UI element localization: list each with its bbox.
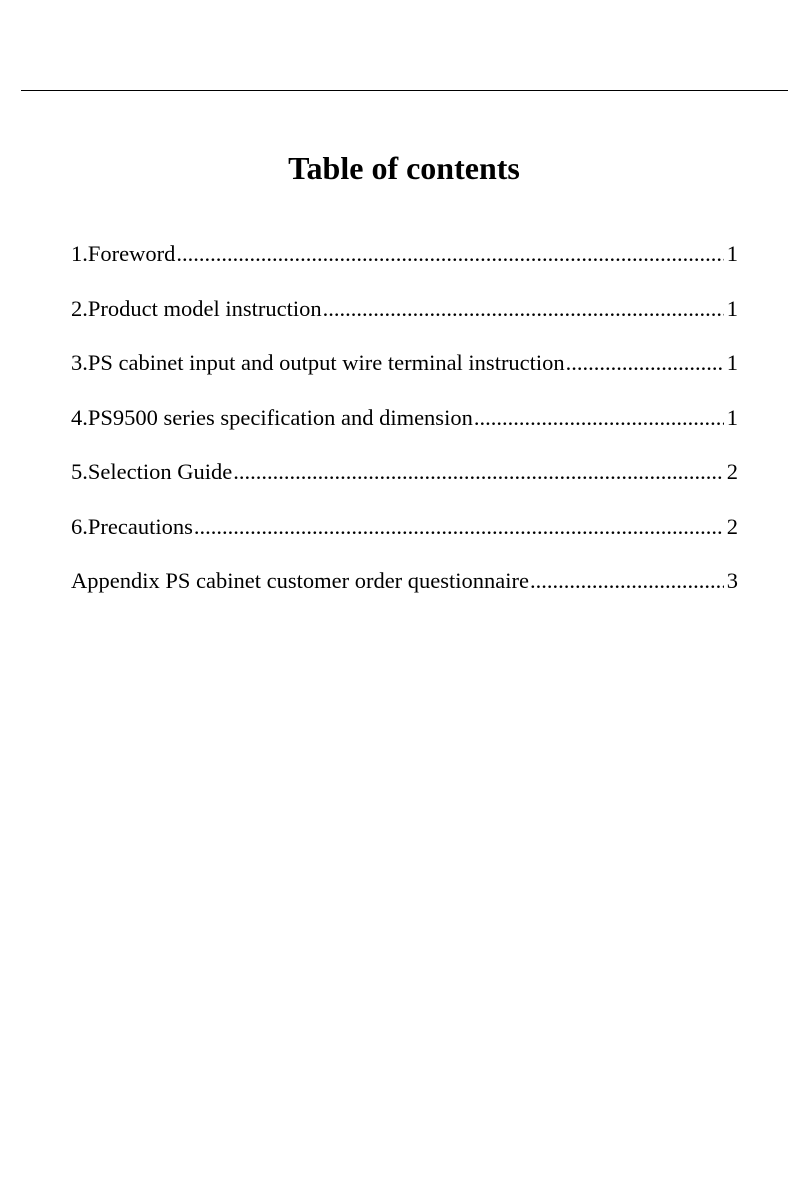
toc-entry-label: 1.Foreword <box>71 241 176 266</box>
toc-entry-label: 6.Precautions <box>71 513 193 539</box>
toc-entry-label: 4.PS9500 series specification and dimension <box>71 404 473 430</box>
toc-entry-page: 3 <box>726 568 738 593</box>
toc-dot-leader <box>566 345 724 381</box>
toc-entry-label: Appendix PS cabinet customer order questionnaire <box>71 568 530 593</box>
toc-entry-page: 2 <box>726 513 738 539</box>
toc-dot-leader <box>233 454 724 490</box>
toc-entry-page: 1 <box>726 350 738 375</box>
toc-entry-foreword[interactable] <box>71 236 738 291</box>
toc-entry-page: 1 <box>726 404 738 430</box>
toc-dot-leader <box>176 236 723 272</box>
toc-dot-leader <box>323 291 724 327</box>
toc-entry-page: 1 <box>726 241 738 266</box>
toc-entry-specification[interactable] <box>71 400 738 455</box>
header-rule <box>21 90 788 91</box>
toc-entry-label: 5.Selection Guide <box>71 459 233 484</box>
toc-entry-appendix[interactable] <box>71 563 738 618</box>
toc-dot-leader <box>530 563 724 599</box>
toc-entry-label: 3.PS cabinet input and output wire terminal instruction <box>71 350 565 375</box>
toc-entry-wire-terminal[interactable] <box>71 345 738 400</box>
toc-entry-selection-guide[interactable] <box>71 454 738 509</box>
toc-list <box>71 236 738 618</box>
toc-entry-label: 2.Product model instruction <box>71 295 322 321</box>
toc-entry-page: 1 <box>726 295 738 321</box>
toc-entry-precautions[interactable] <box>71 509 738 564</box>
toc-entry-page: 2 <box>726 459 738 484</box>
toc-dot-leader <box>194 509 724 545</box>
page-title: Table of contents <box>288 150 520 186</box>
toc-dot-leader <box>474 400 724 436</box>
toc-entry-product-model[interactable] <box>71 291 738 346</box>
